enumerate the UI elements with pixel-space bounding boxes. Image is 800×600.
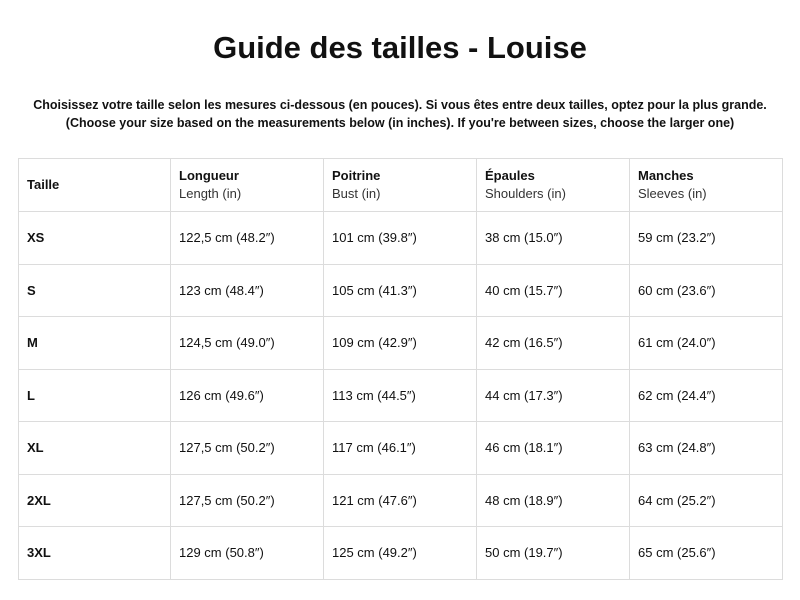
header-shoulders-label: Épaules xyxy=(485,168,535,183)
cell-sleeves: 62 cm (24.4″) xyxy=(630,369,783,422)
table-row xyxy=(19,212,783,265)
cell-length: 126 cm (49.6″) xyxy=(171,369,324,422)
cell-length: 129 cm (50.8″) xyxy=(171,527,324,580)
page-title: Guide des tailles - Louise xyxy=(213,30,587,65)
table-row xyxy=(19,422,783,475)
cell-bust: 125 cm (49.2″) xyxy=(324,527,477,580)
cell-bust: 113 cm (44.5″) xyxy=(324,369,477,422)
cell-shoulders: 46 cm (18.1″) xyxy=(477,422,630,475)
cell-length: 127,5 cm (50.2″) xyxy=(171,474,324,527)
header-length-sublabel: Length (in) xyxy=(179,186,242,201)
header-sleeves xyxy=(630,159,783,212)
cell-length: 123 cm (48.4″) xyxy=(171,264,324,317)
header-bust-sublabel: Bust (in) xyxy=(332,186,381,201)
cell-shoulders: 38 cm (15.0″) xyxy=(477,212,630,265)
cell-size: S xyxy=(19,264,171,317)
instructions-english: (Choose your size based on the measurements below (in inches). If you're between sizes, choose the larger one) xyxy=(65,116,735,130)
cell-bust: 121 cm (47.6″) xyxy=(324,474,477,527)
cell-sleeves: 60 cm (23.6″) xyxy=(630,264,783,317)
table-row xyxy=(19,369,783,422)
instructions-french: Choisissez votre taille selon les mesures ci-dessous (en pouces). Si vous êtes entre deux tailles, optez pour la plus grande. xyxy=(33,98,767,112)
table-row xyxy=(19,527,783,580)
cell-sleeves: 59 cm (23.2″) xyxy=(630,212,783,265)
header-sleeves-label: Manches xyxy=(638,168,694,183)
header-size xyxy=(19,159,171,212)
cell-size: XS xyxy=(19,212,171,265)
table-row xyxy=(19,474,783,527)
cell-size: XL xyxy=(19,422,171,475)
table-row xyxy=(19,264,783,317)
cell-size: L xyxy=(19,369,171,422)
cell-length: 122,5 cm (48.2″) xyxy=(171,212,324,265)
size-chart-table xyxy=(18,158,783,580)
cell-size: M xyxy=(19,317,171,370)
cell-bust: 109 cm (42.9″) xyxy=(324,317,477,370)
table-row xyxy=(19,317,783,370)
header-bust xyxy=(324,159,477,212)
cell-shoulders: 40 cm (15.7″) xyxy=(477,264,630,317)
cell-length: 124,5 cm (49.0″) xyxy=(171,317,324,370)
cell-size: 3XL xyxy=(19,527,171,580)
cell-shoulders: 44 cm (17.3″) xyxy=(477,369,630,422)
header-size-label: Taille xyxy=(27,177,60,192)
cell-sleeves: 65 cm (25.6″) xyxy=(630,527,783,580)
cell-shoulders: 48 cm (18.9″) xyxy=(477,474,630,527)
header-row xyxy=(19,159,783,212)
cell-sleeves: 64 cm (25.2″) xyxy=(630,474,783,527)
cell-shoulders: 50 cm (19.7″) xyxy=(477,527,630,580)
cell-sleeves: 61 cm (24.0″) xyxy=(630,317,783,370)
header-shoulders-sublabel: Shoulders (in) xyxy=(485,186,566,201)
header-sleeves-sublabel: Sleeves (in) xyxy=(638,186,707,201)
cell-size: 2XL xyxy=(19,474,171,527)
header-length-label: Longueur xyxy=(179,168,239,183)
cell-sleeves: 63 cm (24.8″) xyxy=(630,422,783,475)
cell-length: 127,5 cm (50.2″) xyxy=(171,422,324,475)
header-length xyxy=(171,159,324,212)
cell-bust: 105 cm (41.3″) xyxy=(324,264,477,317)
header-shoulders xyxy=(477,159,630,212)
header-bust-label: Poitrine xyxy=(332,168,381,183)
table-body xyxy=(19,212,783,580)
cell-bust: 101 cm (39.8″) xyxy=(324,212,477,265)
table-header xyxy=(19,159,783,212)
size-instructions xyxy=(0,96,800,132)
cell-bust: 117 cm (46.1″) xyxy=(324,422,477,475)
cell-shoulders: 42 cm (16.5″) xyxy=(477,317,630,370)
